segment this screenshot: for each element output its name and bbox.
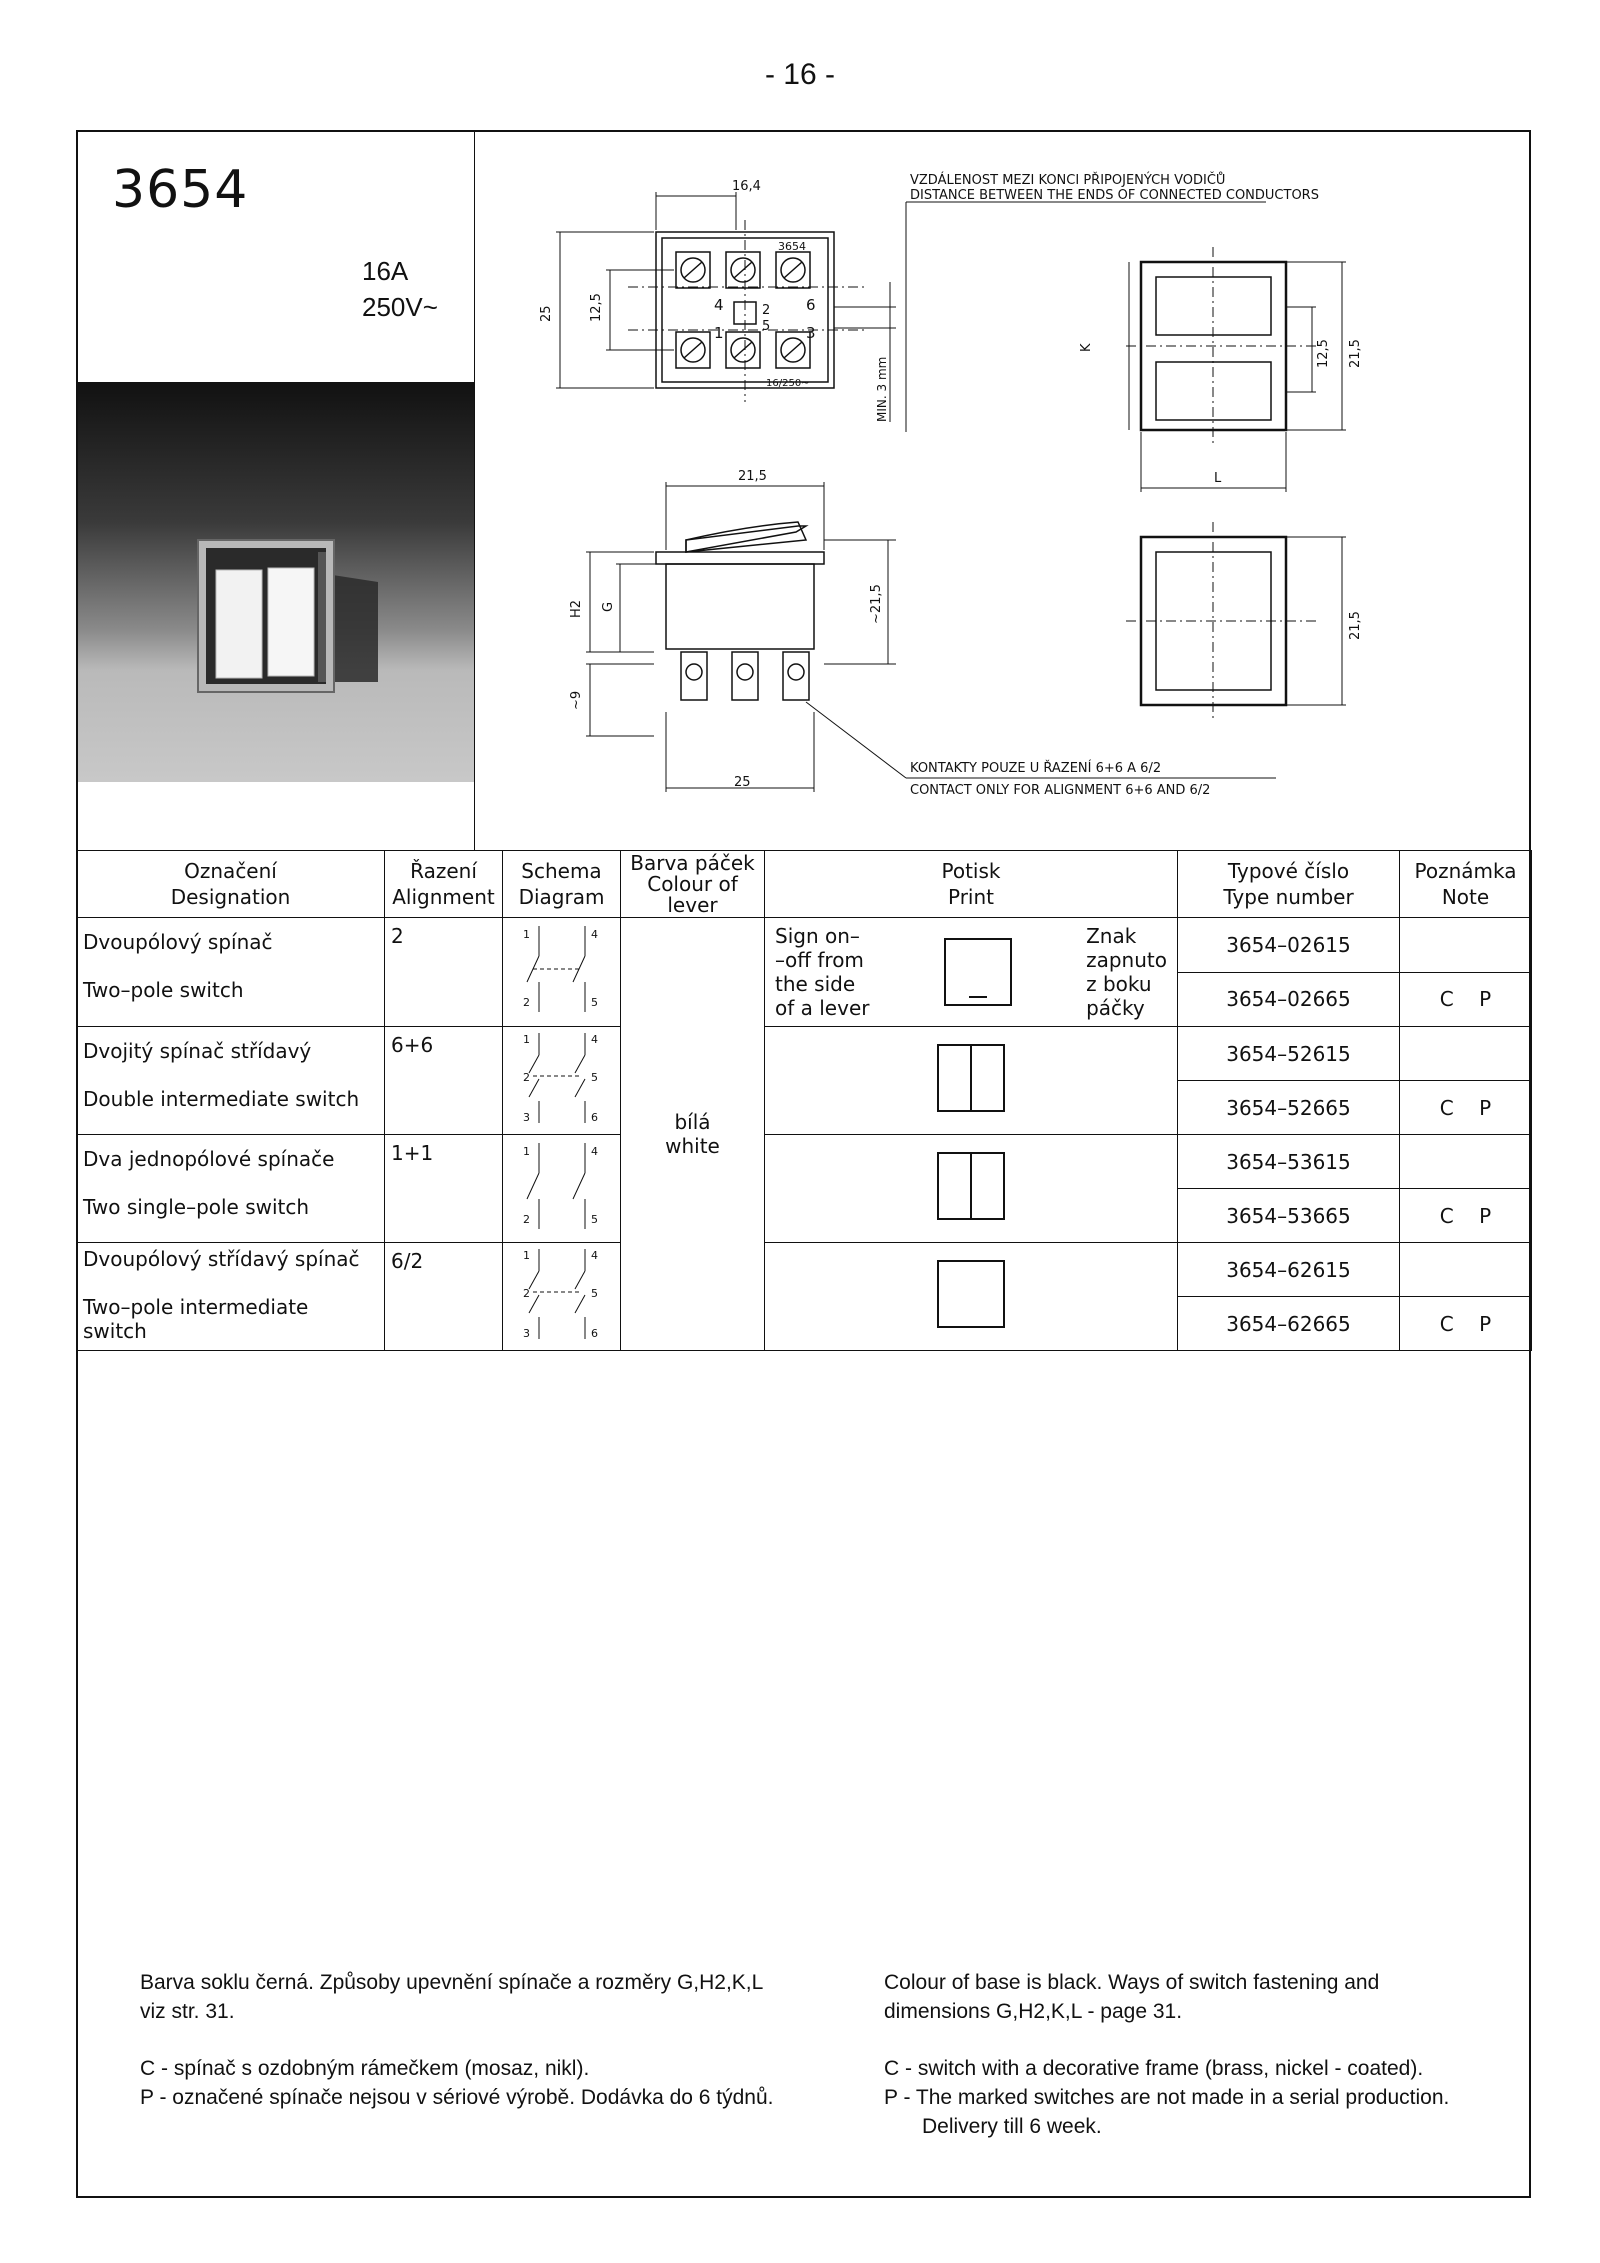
diagram-cell xyxy=(503,1243,621,1351)
table-header xyxy=(77,851,1532,918)
type-number: 3654–53615 xyxy=(1178,1135,1400,1189)
svg-text:25: 25 xyxy=(734,775,751,790)
notes-czech: Barva soklu černá. Způsoby upevnění spínače a rozměry G,H2,K,L viz str. 31. C - spínač s ozdobným rámečkem (mosaz, nikl). P - označené spínače nejsou v sériové výrobě. Dodávka do 6 týdnů. xyxy=(140,1971,774,2109)
col-alignment: Řazení Alignment xyxy=(385,851,503,918)
table-row xyxy=(77,1027,1532,1081)
svg-text:12,5: 12,5 xyxy=(589,293,604,322)
diagram-cell xyxy=(503,918,621,1027)
note-cell xyxy=(1400,1027,1532,1081)
alignment-cell: 1+1 xyxy=(385,1135,503,1243)
table-row xyxy=(77,1135,1532,1189)
svg-text:16,4: 16,4 xyxy=(732,179,761,194)
type-number: 3654–62665 xyxy=(1178,1297,1400,1351)
type-number: 3654–52665 xyxy=(1178,1081,1400,1135)
svg-text:5: 5 xyxy=(591,1071,598,1084)
note-cell: C P xyxy=(1400,1081,1532,1135)
model-number: 3654 xyxy=(112,160,249,220)
svg-text:4: 4 xyxy=(591,928,598,941)
svg-text:2: 2 xyxy=(523,996,530,1009)
diagram-two-pole xyxy=(503,920,621,1018)
type-number: 3654–52615 xyxy=(1178,1027,1400,1081)
svg-text:16/250~: 16/250~ xyxy=(766,378,810,389)
svg-text:4: 4 xyxy=(714,296,724,314)
note-cell: C P xyxy=(1400,972,1532,1027)
svg-text:2: 2 xyxy=(762,303,771,318)
notes-english: Colour of base is black. Ways of switch fastening and dimensions G,H2,K,L - page 31. C - switch with a decorative frame (brass, nickel - coated). P - The marked switches are not made in a serial production. Delivery till 6 week. xyxy=(884,1971,1450,2138)
print-double-icon xyxy=(936,1043,1006,1113)
type-number: 3654–62615 xyxy=(1178,1243,1400,1297)
diagram-cell xyxy=(503,1135,621,1243)
colour-cell: bílá white xyxy=(621,918,765,1351)
svg-text:2: 2 xyxy=(523,1071,530,1084)
diagram-single-pole xyxy=(503,1137,621,1235)
svg-text:3: 3 xyxy=(523,1327,530,1340)
svg-text:1: 1 xyxy=(523,1033,530,1046)
note-cell xyxy=(1400,1135,1532,1189)
svg-text:VZDÁLENOST MEZI KONCI PŘIPOJEN: VZDÁLENOST MEZI KONCI PŘIPOJENÝCH VODIČŮ xyxy=(910,173,1226,188)
col-type-number: Typové číslo Type number xyxy=(1178,851,1400,918)
svg-text:5: 5 xyxy=(591,996,598,1009)
designation-cell: Dvojitý spínač střídavý Double intermediate switch xyxy=(77,1027,385,1135)
svg-text:3654: 3654 xyxy=(778,240,806,253)
col-designation: Označení Designation xyxy=(77,851,385,918)
col-print: Potisk Print xyxy=(765,851,1178,918)
svg-text:~21,5: ~21,5 xyxy=(869,584,884,624)
diagram-intermediate xyxy=(503,1029,621,1127)
print-cell xyxy=(765,1027,1178,1135)
type-number: 3654–02665 xyxy=(1178,972,1400,1027)
table-row xyxy=(77,1243,1532,1297)
svg-text:6: 6 xyxy=(806,296,816,314)
svg-text:DISTANCE BETWEEN THE ENDS OF C: DISTANCE BETWEEN THE ENDS OF CONNECTED CONDUCTORS xyxy=(910,188,1319,203)
svg-text:6: 6 xyxy=(591,1111,598,1124)
svg-text:L: L xyxy=(1214,471,1222,486)
svg-text:12,5: 12,5 xyxy=(1316,339,1331,368)
alignment-cell: 6+6 xyxy=(385,1027,503,1135)
svg-text:KONTAKTY POUZE U ŘAZENÍ 6+6 A: KONTAKTY POUZE U ŘAZENÍ 6+6 A 6/2 xyxy=(910,761,1162,776)
print-cell xyxy=(765,1243,1178,1351)
svg-text:6: 6 xyxy=(591,1327,598,1340)
svg-text:1: 1 xyxy=(523,1249,530,1262)
front-view xyxy=(628,220,866,402)
svg-text:4: 4 xyxy=(591,1145,598,1158)
svg-text:H2: H2 xyxy=(569,599,584,618)
diagram-cell xyxy=(503,1027,621,1135)
svg-text:MIN. 3 mm: MIN. 3 mm xyxy=(875,356,889,422)
svg-text:25: 25 xyxy=(539,305,554,322)
alignment-cell: 2 xyxy=(385,918,503,1027)
print-cell xyxy=(765,1135,1178,1243)
note-cell: C P xyxy=(1400,1297,1532,1351)
svg-text:4: 4 xyxy=(591,1249,598,1262)
alignment-cell: 6/2 xyxy=(385,1243,503,1351)
svg-text:4: 4 xyxy=(591,1033,598,1046)
svg-text:5: 5 xyxy=(591,1287,598,1300)
svg-text:1: 1 xyxy=(714,324,724,342)
side-view xyxy=(656,522,824,700)
svg-text:1: 1 xyxy=(523,928,530,941)
col-colour: Barva páček Colour of lever xyxy=(621,851,765,918)
col-diagram: Schema Diagram xyxy=(503,851,621,918)
type-number: 3654–02615 xyxy=(1178,918,1400,973)
note-cell xyxy=(1400,1243,1532,1297)
product-photo xyxy=(78,382,474,782)
print-sign-icon xyxy=(943,937,1013,1007)
svg-text:21,5: 21,5 xyxy=(1348,339,1363,368)
print-double-icon xyxy=(936,1151,1006,1221)
svg-text:2: 2 xyxy=(523,1287,530,1300)
designation-cell: Dvoupólový spínač Two–pole switch xyxy=(77,918,385,1027)
print-cell: Sign on– –off from the side of a lever Znak zapnuto z boku páčky xyxy=(765,918,1178,1027)
designation-cell: Dva jednopólové spínače Two single–pole switch xyxy=(77,1135,385,1243)
svg-text:K: K xyxy=(1079,343,1094,352)
note-cell xyxy=(1400,918,1532,973)
print-blank-icon xyxy=(936,1259,1006,1329)
svg-text:2: 2 xyxy=(523,1213,530,1226)
type-number: 3654–53665 xyxy=(1178,1189,1400,1243)
col-note: Poznámka Note xyxy=(1400,851,1532,918)
svg-text:21,5: 21,5 xyxy=(738,469,767,484)
designation-cell: Dvoupólový střídavý spínač Two–pole intermediate switch xyxy=(77,1243,385,1351)
page-number: - 16 - xyxy=(764,58,836,91)
svg-text:5: 5 xyxy=(762,319,771,334)
svg-text:CONTACT ONLY FOR ALIGNMENT 6+6: CONTACT ONLY FOR ALIGNMENT 6+6 AND 6/2 xyxy=(910,783,1211,798)
svg-text:~9: ~9 xyxy=(569,690,584,710)
technical-drawing xyxy=(476,132,1526,848)
spec-table xyxy=(76,850,1532,1351)
svg-text:3: 3 xyxy=(523,1111,530,1124)
table-row xyxy=(77,918,1532,973)
header-divider xyxy=(474,130,475,850)
svg-text:5: 5 xyxy=(591,1213,598,1226)
svg-text:1: 1 xyxy=(523,1145,530,1158)
svg-text:3: 3 xyxy=(806,324,816,342)
svg-text:G: G xyxy=(601,601,616,612)
note-cell: C P xyxy=(1400,1189,1532,1243)
current-rating: 16A xyxy=(362,256,409,286)
svg-text:21,5: 21,5 xyxy=(1348,611,1363,640)
diagram-two-pole-intermediate xyxy=(503,1245,621,1343)
voltage-rating: 250V~ xyxy=(362,292,438,322)
